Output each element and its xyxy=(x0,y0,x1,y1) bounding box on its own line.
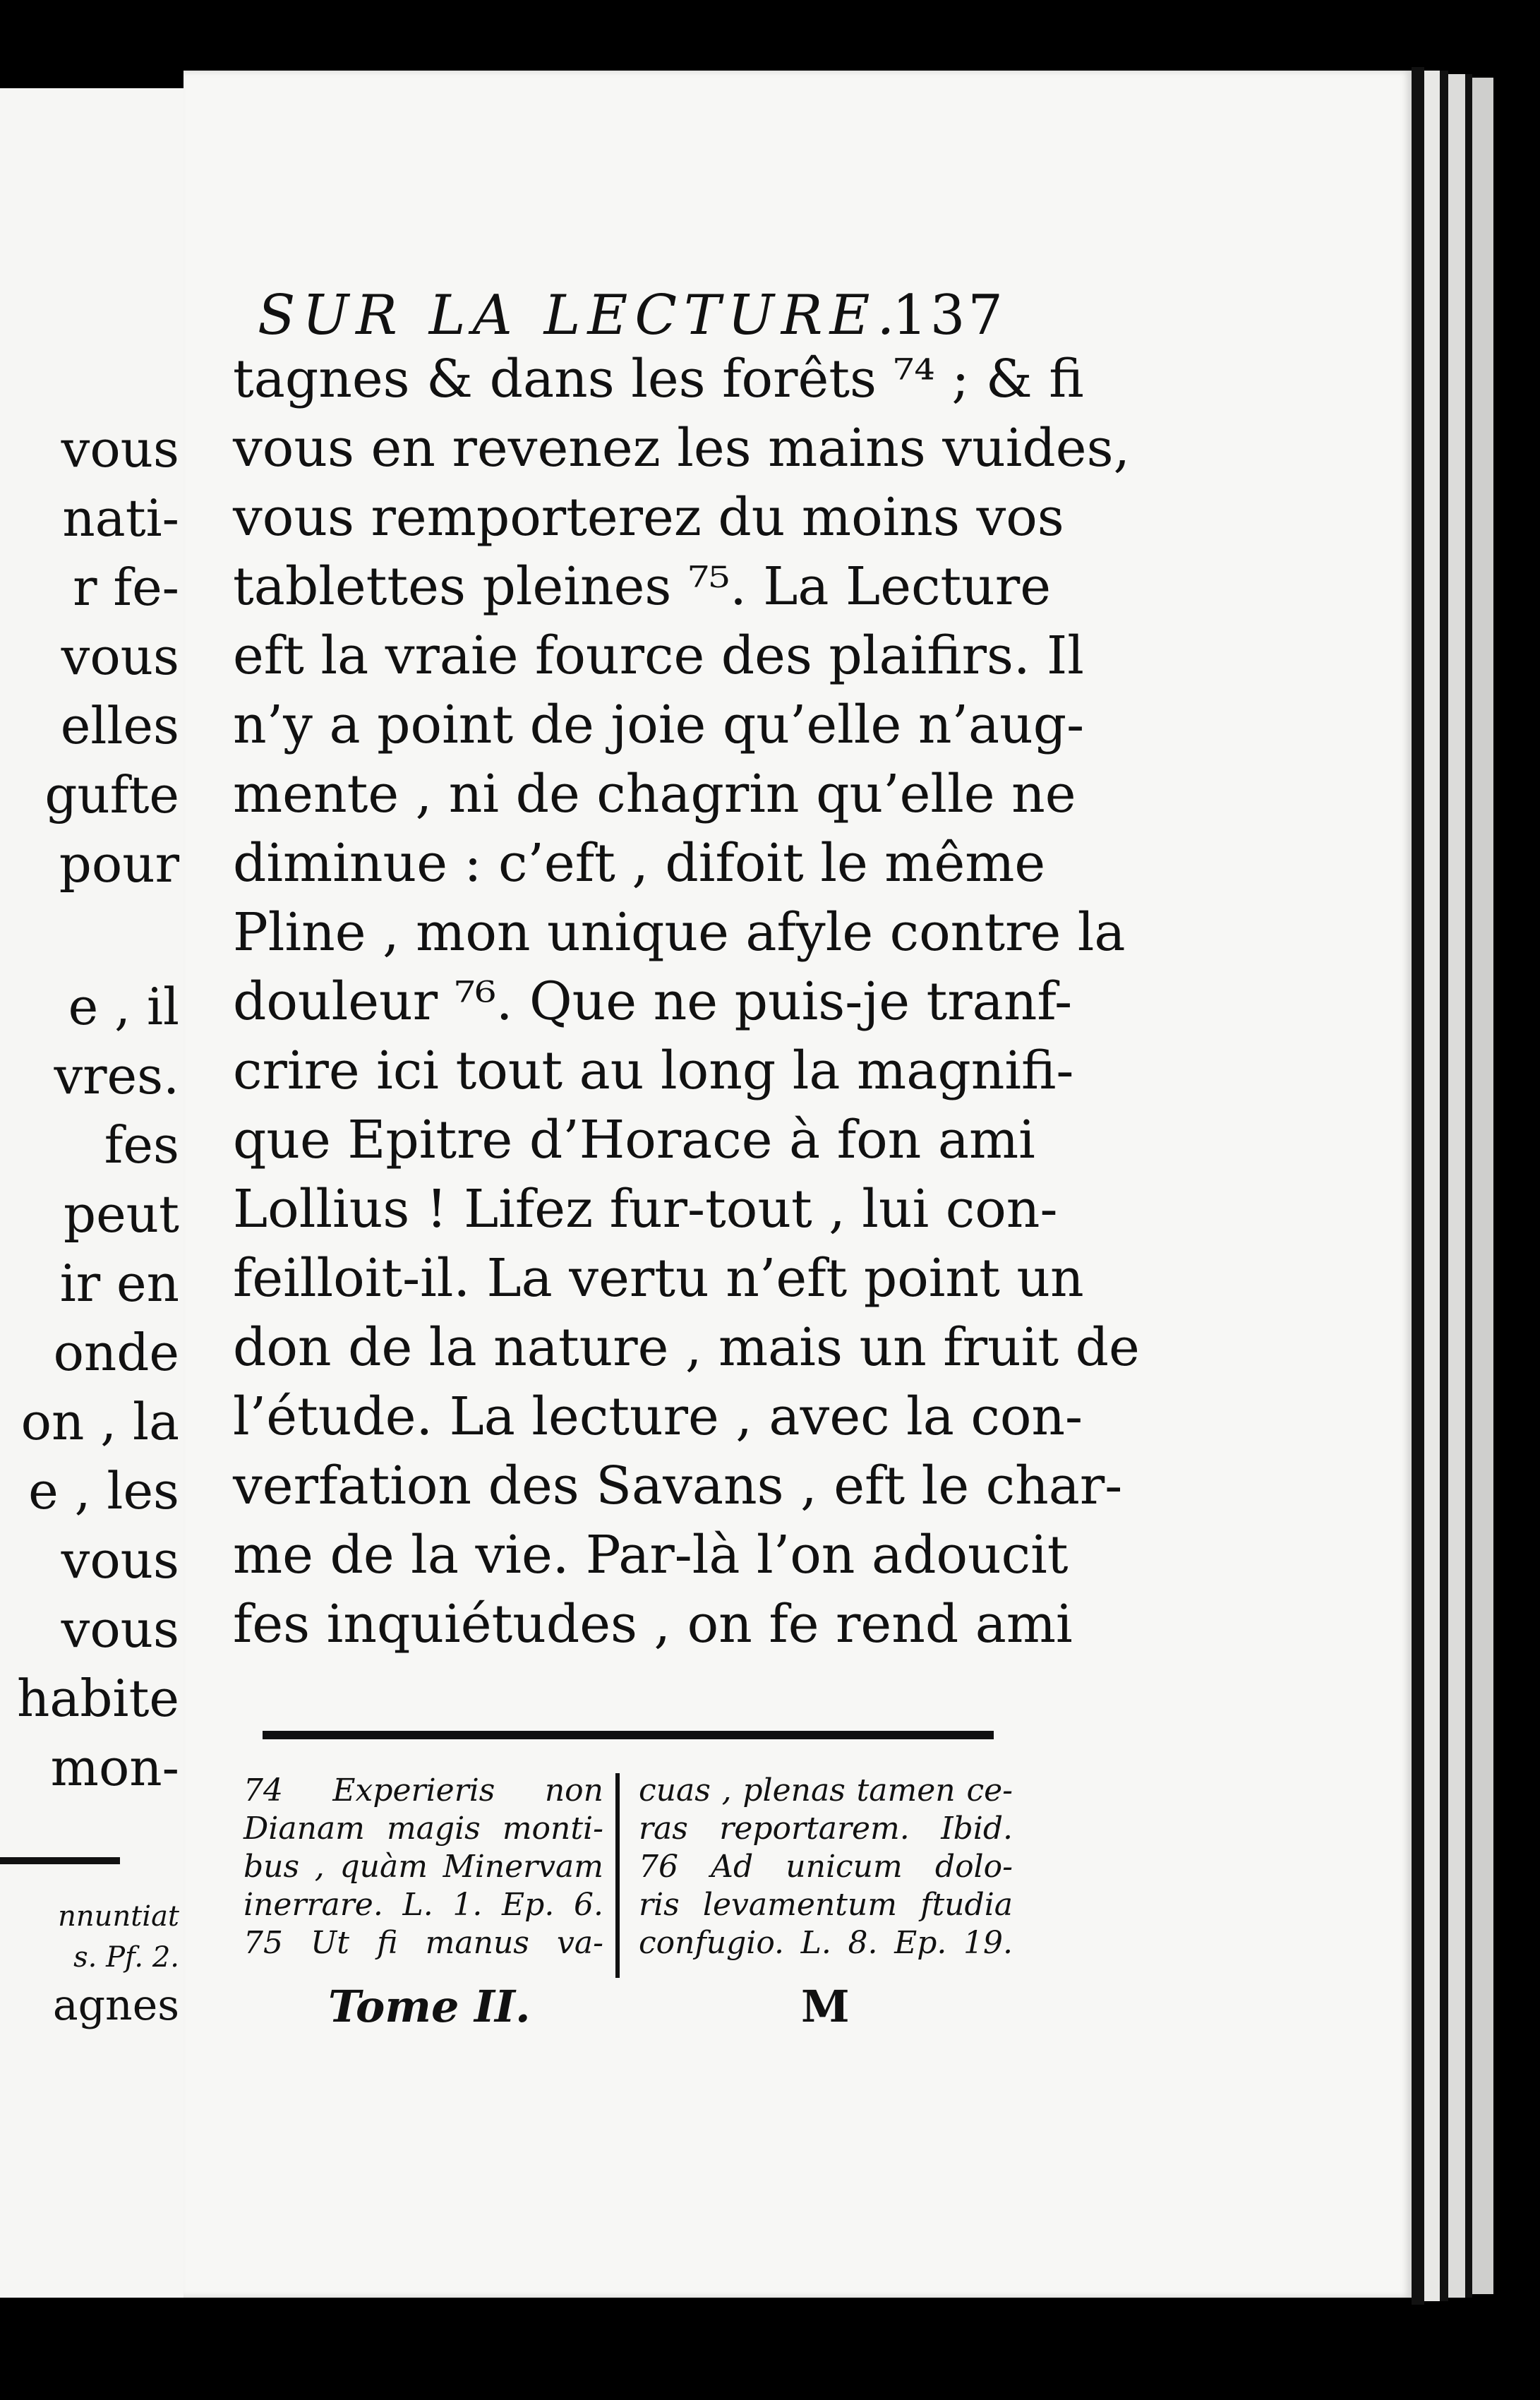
facing-footnote-rule xyxy=(0,1857,120,1864)
volume-signature: Tome II. xyxy=(328,1981,531,2032)
facing-line: ir en xyxy=(59,1254,179,1313)
text-line: que Epitre d’Horace à fon ami xyxy=(233,1110,1035,1170)
facing-footnote-line: s. Pf. 2. xyxy=(73,1941,179,1974)
facing-line: vres. xyxy=(54,1046,179,1105)
footnotes-left-column xyxy=(243,1772,603,1962)
gathering-mark: M xyxy=(801,1981,850,2032)
running-header xyxy=(258,284,1006,347)
page-edge xyxy=(1440,71,1448,2301)
footnote-line: bus , quàm Minervam xyxy=(243,1849,603,1885)
footnote-line: 75 Ut fi manus va- xyxy=(243,1925,603,1961)
running-title: SUR LA LECTURE. xyxy=(258,284,902,347)
page-edge xyxy=(1424,71,1440,2301)
footnotes-right-column xyxy=(639,1772,1013,1962)
facing-footnote-line: nnuntiat xyxy=(58,1900,179,1933)
text-line: verfation des Savans , eft le char- xyxy=(233,1456,1123,1516)
page-edge xyxy=(1472,78,1493,2294)
footnote-rule xyxy=(263,1731,994,1739)
facing-line: nati- xyxy=(62,488,179,548)
facing-line: on , la xyxy=(20,1392,179,1451)
facing-line: vous xyxy=(61,627,179,686)
text-line: n’y a point de joie qu’elle n’aug- xyxy=(233,695,1085,755)
facing-line: gufte xyxy=(44,765,179,824)
facing-line: elles xyxy=(60,696,179,755)
text-line: fes inquiétudes , on fe rend ami xyxy=(233,1594,1073,1655)
text-line: Lollius ! Lifez fur-tout , lui con- xyxy=(233,1179,1058,1240)
footnote-line: 74 Experieris non xyxy=(243,1772,603,1808)
page-edge xyxy=(1412,67,1424,2305)
footnote-line: confugio. L. 8. Ep. 19. xyxy=(639,1925,1013,1961)
footnote-line: Dianam magis monti- xyxy=(243,1811,603,1847)
page-edge xyxy=(1465,74,1472,2298)
footnote-line: ras reportarem. Ibid. xyxy=(639,1811,1013,1847)
text-line: vous en revenez les mains vuides, xyxy=(233,418,1131,479)
facing-line: r fe- xyxy=(73,558,179,617)
text-line: don de la nature , mais un fruit de xyxy=(233,1317,1140,1378)
facing-line: e , les xyxy=(28,1461,179,1520)
footnote-line: inerrare. L. 1. Ep. 6. xyxy=(243,1887,603,1923)
text-line: Pline , mon unique afyle contre la xyxy=(233,902,1126,963)
text-line: vous remporterez du moins vos xyxy=(233,487,1064,548)
text-line: tagnes & dans les forêts ⁷⁴ ; & fi xyxy=(233,349,1084,409)
text-line: diminue : c’eft , difoit le même xyxy=(233,833,1046,894)
facing-footnote-line: agnes xyxy=(52,1981,179,2030)
facing-page-left xyxy=(0,88,185,2298)
facing-line: vous xyxy=(61,1600,179,1659)
page-number: 137 xyxy=(892,284,1006,347)
facing-line: mon- xyxy=(50,1738,179,1797)
footnote-line: ris levamentum ftudia xyxy=(639,1887,1013,1923)
facing-line: onde xyxy=(53,1323,179,1382)
text-line: mente , ni de chagrin qu’elle ne xyxy=(233,764,1076,824)
text-line: eft la vraie fource des plaifirs. Il xyxy=(233,625,1084,686)
text-line: douleur ⁷⁶. Que ne puis-je tranf- xyxy=(233,971,1073,1032)
page-edge xyxy=(1448,74,1465,2298)
facing-line: vous xyxy=(61,1530,179,1590)
facing-line: vous xyxy=(61,419,179,479)
text-line: feilloit-il. La vertu n’eft point un xyxy=(233,1248,1084,1309)
facing-line: e , il xyxy=(68,977,179,1036)
text-line: me de la vie. Par-là l’on adoucit xyxy=(233,1525,1069,1585)
footnote-line: 76 Ad unicum dolo- xyxy=(639,1849,1013,1885)
facing-line: peut xyxy=(63,1184,179,1244)
footnote-column-divider xyxy=(615,1773,620,1978)
facing-line: habite xyxy=(17,1669,179,1728)
text-line: l’étude. La lecture , avec la con- xyxy=(233,1386,1083,1447)
text-line: crire ici tout au long la magnifi- xyxy=(233,1040,1074,1101)
facing-line: fes xyxy=(104,1115,179,1175)
facing-line: pour xyxy=(59,834,179,894)
text-line: tablettes pleines ⁷⁵. La Lecture xyxy=(233,556,1051,617)
footnote-line: cuas , plenas tamen ce- xyxy=(639,1772,1013,1808)
